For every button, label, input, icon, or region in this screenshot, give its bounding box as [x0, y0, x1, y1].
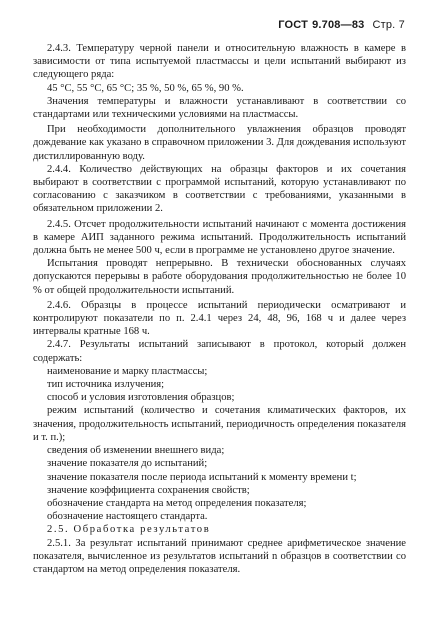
list-item: тип источника излучения; [47, 379, 165, 391]
document-body [33, 42, 406, 576]
list-item: значение коэффициента сохранения свойств; [47, 484, 250, 496]
list-item: значение показателя до испытаний; [47, 458, 208, 470]
standard-number: 9.708—83 [312, 19, 365, 31]
paragraph: Испытания проводят непрерывно. В технически обоснованных случаях допускаются перерывы в работе оборудования продолжительностью не более 10 % от общей продолжительности испытаний. [33, 258, 406, 296]
list-item: обозначение настоящего стандарта. [47, 511, 208, 523]
paragraph-2-4-4: 2.4.4. Количество действующих на образцы факторов и их сочетания выбирают в соответствии с программой испытаний, которую устанавливают по согласованию с заказчиком в соответствии с требованиями, указанными в обязательном приложении 2. [33, 163, 406, 215]
paragraph-2-4-3: 2.4.3. Температуру черной панели и относительную влажность в камере в зависимости от типа испытуемой пластмассы и цели испытаний выбирают из следующего ряда: [33, 43, 406, 81]
page-header [278, 19, 405, 31]
page-number: Стр. 7 [372, 19, 405, 31]
list-item: наименование и марку пластмассы; [47, 365, 208, 377]
list-item: режим испытаний (количество и сочетания климатических факторов, их значения, продолжительность испытаний, периодичность определения показателя и т. п.); [33, 405, 406, 443]
paragraph-2-4-7: 2.4.7. Результаты испытаний записывают в протокол, который должен содержать: [33, 339, 406, 364]
paragraph-2-4-6: 2.4.6. Образцы в процессе испытаний периодически осматривают и контролируют показатели по п. 2.4.1 через 24, 48, 96, 168 ч и далее через интервалы кратные 168 ч. [33, 299, 406, 338]
paragraph-2-5-1: 2.5.1. За результат испытаний принимают среднее арифметическое значение показателя, вычисленное из результатов испытаний n образцов в соответствии со стандартом на метод определения показателя. [33, 537, 406, 575]
list-item: обозначение стандарта на метод определения показателя; [47, 497, 307, 509]
value-series: 45 °C, 55 °C, 65 °C; 35 %, 50 %, 65 %, 90 %. [47, 82, 244, 94]
standard-label: ГОСТ [278, 19, 309, 31]
section-heading-2-5: 2.5. Обработка результатов [47, 524, 211, 536]
paragraph: Значения температуры и влажности устанавливают в соответствии со стандартами или техническими условиями на пластмассы. [33, 95, 406, 121]
paragraph-2-4-5: 2.4.5. Отсчет продолжительности испытаний начинают с момента достижения в камере АИП заданного режима испытаний. Продолжительность испытаний должна быть не менее 500 ч, если в программе не установлено другое значение. [33, 218, 406, 257]
list-item: значение показателя после периода испытаний к моменту времени t; [47, 471, 357, 483]
paragraph: При необходимости дополнительного увлажнения образцов проводят дождевание как указано в справочном приложении 3. Для дождевания используют дистиллированную воду. [33, 124, 406, 162]
list-item: сведения об изменении внешнего вида; [47, 445, 225, 457]
list-item: способ и условия изготовления образцов; [47, 392, 235, 404]
